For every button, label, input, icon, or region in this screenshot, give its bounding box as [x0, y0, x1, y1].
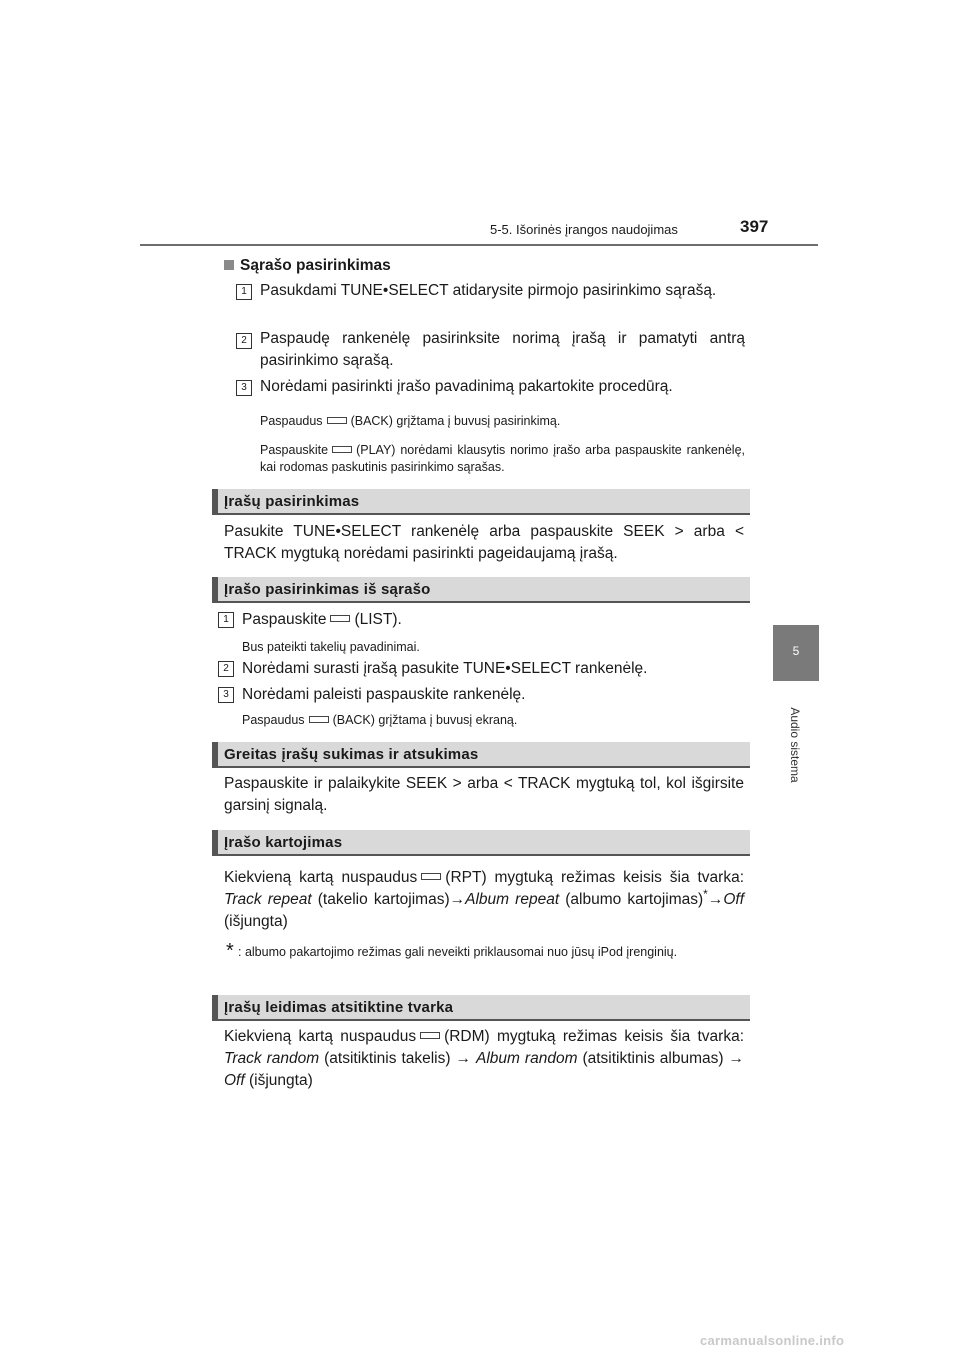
- track-select-text: Pasukite TUNE•SELECT rankenėlę arba paspauskite SEEK > arba < TRACK mygtuką norėdami pasirinkti pageidaujamą įrašą.: [224, 523, 744, 562]
- arrow-right-icon: →: [455, 1050, 472, 1067]
- note-back: Paspaudus (BACK) grįžtama į buvusį pasirinkimą.: [260, 414, 561, 428]
- section-header-select-from-list: Įrašo pasirinkimas iš sąrašo: [212, 577, 750, 603]
- rpt-button-icon: [421, 873, 441, 880]
- chapter-tab-label: Audio sistema: [788, 707, 802, 783]
- step-text: Paspauskite (LIST).: [242, 611, 402, 628]
- step-text: Paspaudę rankenėlę pasirinksite norimą įrašą ir pamatyti antrą pasirinkimo sąrašą.: [260, 330, 745, 369]
- step-number: 1: [218, 612, 234, 628]
- list-button-icon: [330, 615, 350, 622]
- watermark: carmanualsonline.info: [700, 1333, 845, 1348]
- step-text: Norėdami paleisti paspauskite rankenėlę.: [242, 686, 526, 703]
- step-number: 3: [218, 687, 234, 703]
- step-note: Paspaudus (BACK) grįžtama į buvusį ekraną.: [242, 713, 518, 727]
- step-text: Norėdami surasti įrašą pasukite TUNE•SELECT rankenėlę.: [242, 660, 648, 677]
- page-number: 397: [740, 217, 769, 236]
- play-button-icon: [332, 446, 352, 453]
- running-header: 5-5. Išorinės įrangos naudojimas: [490, 222, 678, 237]
- step-number: 2: [236, 333, 252, 349]
- section-header-repeat: Įrašo kartojimas: [212, 830, 750, 856]
- step-note: Bus pateikti takelių pavadinimai.: [242, 640, 420, 654]
- list-selection-heading: Sąrašo pasirinkimas: [224, 255, 391, 277]
- footnote-star: *: [226, 940, 234, 962]
- section-header-random: Įrašų leidimas atsitiktine tvarka: [212, 995, 750, 1021]
- fast-forward-text: Paspauskite ir palaikykite SEEK > arba < TRACK mygtuką tol, kol išgirsite garsinį signalą.: [224, 775, 744, 814]
- arrow-right-icon: →: [449, 891, 466, 908]
- random-text: Kiekvieną kartą nuspaudus (RDM) mygtuką režimas keisis šia tvarka: Track random (atsitiktinis takelis) → Album random (atsitiktinis albumas) → Off (išjungta): [224, 1028, 745, 1089]
- step-number: 2: [218, 661, 234, 677]
- footnote-text: : albumo pakartojimo režimas gali neveikti priklausomai nuo jūsų iPod įrenginių.: [238, 945, 678, 959]
- repeat-text: Kiekvieną kartą nuspaudus (RPT) mygtuką režimas keisis šia tvarka: Track repeat (takelio kartojimas)→Album repeat (albumo kartojimas)*→Off (išjungta): [224, 869, 744, 930]
- step-number: 1: [236, 284, 252, 300]
- step-number: 3: [236, 380, 252, 396]
- back-button-icon: [327, 417, 347, 424]
- square-bullet-icon: [224, 260, 234, 270]
- arrow-right-icon: →: [728, 1050, 745, 1067]
- chapter-tab: 5: [773, 625, 819, 681]
- step-text: Pasukdami TUNE•SELECT atidarysite pirmojo pasirinkimo sąrašą.: [260, 282, 717, 299]
- arrow-right-icon: →: [707, 891, 724, 908]
- header-rule: [140, 244, 818, 246]
- back-button-icon: [309, 716, 329, 723]
- rdm-button-icon: [420, 1032, 440, 1039]
- note-play: Paspauskite (PLAY) norėdami klausytis norimo įrašo arba paspauskite rankenėlę, kai rodomas paskutinis pasirinkimo sąrašas.: [260, 443, 745, 474]
- section-header-fast-forward: Greitas įrašų sukimas ir atsukimas: [212, 742, 750, 768]
- section-header-track-select: Įrašų pasirinkimas: [212, 489, 750, 515]
- step-text: Norėdami pasirinkti įrašo pavadinimą pakartokite procedūrą.: [260, 378, 673, 395]
